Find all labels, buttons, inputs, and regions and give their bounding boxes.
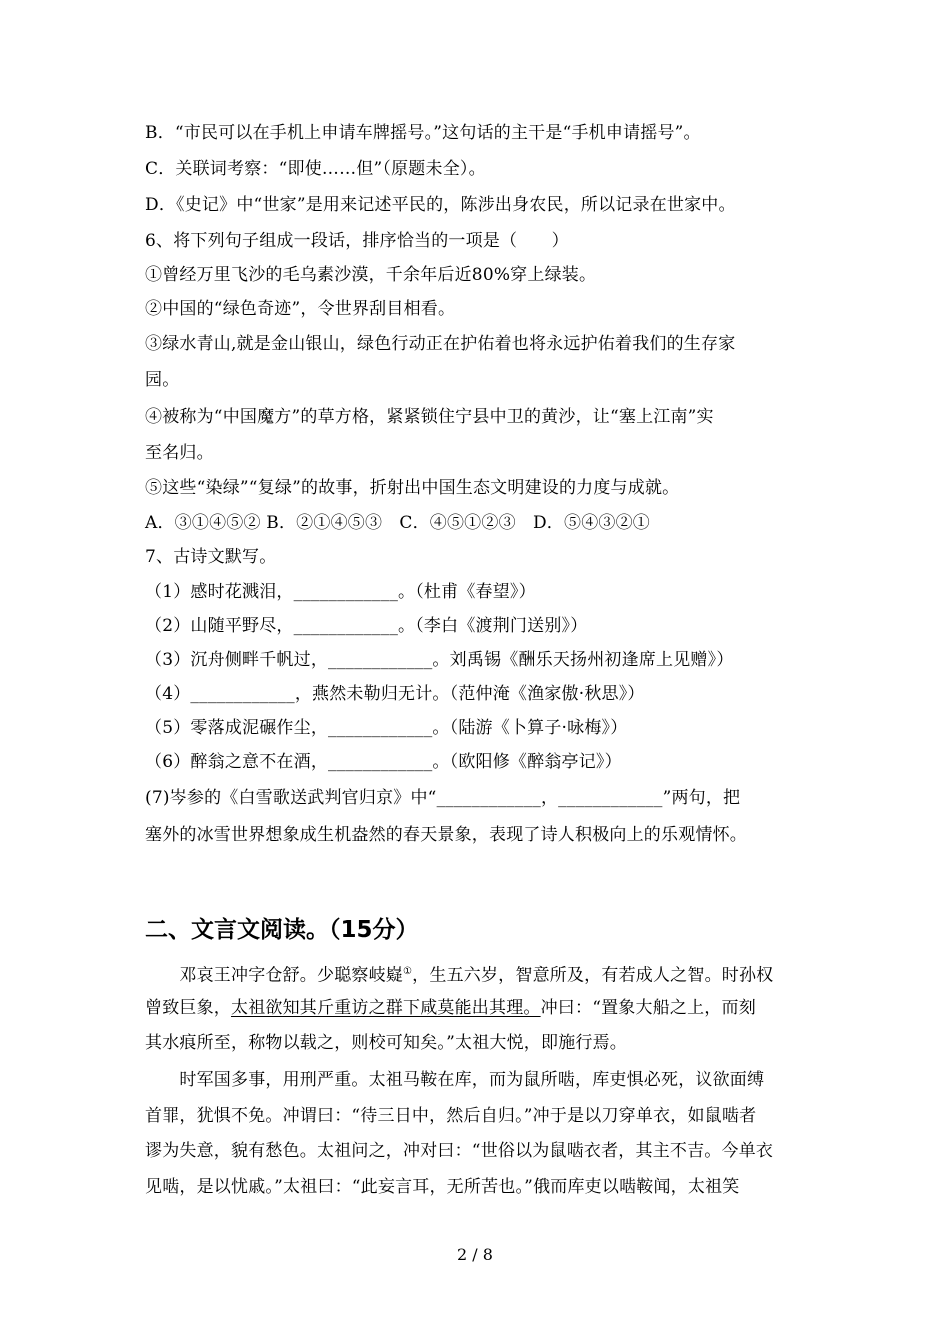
- passage-p1-line2-post: 冲曰：“置象大船之上，而刻: [540, 998, 756, 1018]
- page-number: 2 / 8: [457, 1245, 493, 1264]
- q6-sentence-4b: 至名归。: [145, 443, 214, 463]
- option-c: C．关联词考察：“即使……但”（原题未全）。: [145, 159, 486, 179]
- passage-p2-line4: 见啮，是以忧戚。”太祖曰：“此妄言耳，无所苦也。”俄而库吏以啮鞍闻，太祖笑: [145, 1177, 740, 1197]
- passage-p1-line1: [145, 960, 773, 988]
- q7-stem: 7、古诗文默写。: [145, 547, 277, 567]
- q6-sentence-4a: ④被称为“中国魔方”的草方格，紧紧锁住宁县中卫的黄沙，让“塞上江南”实: [145, 407, 714, 427]
- q7-item-2: （2）山随平野尽，____________。（李白《渡荆门送别》）: [145, 616, 588, 636]
- q6-sentence-5: ⑤这些“染绿”“复绿”的故事，折射出中国生态文明建设的力度与成就。: [145, 478, 680, 498]
- q7-item-6: （6）醉翁之意不在酒，____________。（欧阳修《醉翁亭记》）: [145, 752, 622, 772]
- option-b: B．“市民可以在手机上申请车牌摇号。”这句话的主干是“手机申请摇号”。: [145, 123, 701, 143]
- q7-item-7a: (7)岑参的《白雪歌送武判官归京》中“____________，____________”两句，把: [145, 788, 741, 808]
- passage-p1-line3: 其水痕所至，称物以载之，则校可知矣。”太祖大悦，即施行焉。: [145, 1033, 627, 1053]
- q6-choices: A．③①④⑤② B．②①④⑤③ C．④⑤①②③ D．⑤④③②①: [145, 513, 651, 533]
- section-two-title: 二、文言文阅读。（15分）: [145, 917, 419, 943]
- q7-item-3: （3）沉舟侧畔千帆过，____________。刘禹锡《酬乐天扬州初逢席上见赠》）: [145, 650, 734, 670]
- underlined-sentence: 太祖欲知其斤重访之群下咸莫能出其理。: [231, 998, 541, 1018]
- option-d: D．《史记》中“世家”是用来记述平民的，陈涉出身农民，所以记录在世家中。: [145, 195, 736, 215]
- q7-item-4: （4）____________，燕然未勒归无计。（范仲淹《渔家傲·秋思》）: [145, 684, 645, 704]
- passage-p2-line3: 谬为失意，貌有愁色。太祖问之，冲对曰：“世俗以为鼠啮衣者，其主不吉。今单衣: [145, 1141, 774, 1161]
- q7-item-1: （1）感时花溅泪，____________。（杜甫《春望》）: [145, 582, 536, 602]
- footnote-mark: ①: [403, 966, 413, 977]
- q7-item-7b: 塞外的冰雪世界想象成生机盎然的春天景象，表现了诗人积极向上的乐观情怀。: [145, 825, 747, 845]
- q6-sentence-1: ①曾经万里飞沙的毛乌素沙漠，千余年后近80%穿上绿装。: [145, 265, 597, 285]
- q7-item-5: （5）零落成泥碾作尘，____________。（陆游《卜算子·咏梅》）: [145, 718, 628, 738]
- passage-p1-line2-pre: 曾致巨象，: [145, 998, 231, 1018]
- passage-p1-line1-post: ，生五六岁，智意所及，有若成人之智。时孙权: [412, 965, 774, 986]
- q6-stem: 6、将下列句子组成一段话，排序恰当的一项是（ ）: [145, 231, 569, 251]
- q6-sentence-3b: 园。: [145, 370, 180, 390]
- passage-p1-line2: [145, 996, 756, 1020]
- q6-sentence-3a: ③绿水青山,就是金山银山，绿色行动正在护佑着也将永远护佑着我们的生存家: [145, 334, 736, 354]
- passage-p1-line1-pre: 邓哀王冲字仓舒。少聪察岐嶷: [145, 965, 403, 986]
- passage-p2-line1: 时军国多事，用刑严重。太祖马鞍在库，而为鼠所啮，库吏惧必死，议欲面缚: [145, 1070, 765, 1090]
- passage-p2-line2: 首罪，犹惧不免。冲谓曰：“待三日中，然后自归。”冲于是以刀穿单衣，如鼠啮者: [145, 1106, 757, 1126]
- q6-sentence-2: ②中国的“绿色奇迹”，令世界刮目相看。: [145, 299, 456, 319]
